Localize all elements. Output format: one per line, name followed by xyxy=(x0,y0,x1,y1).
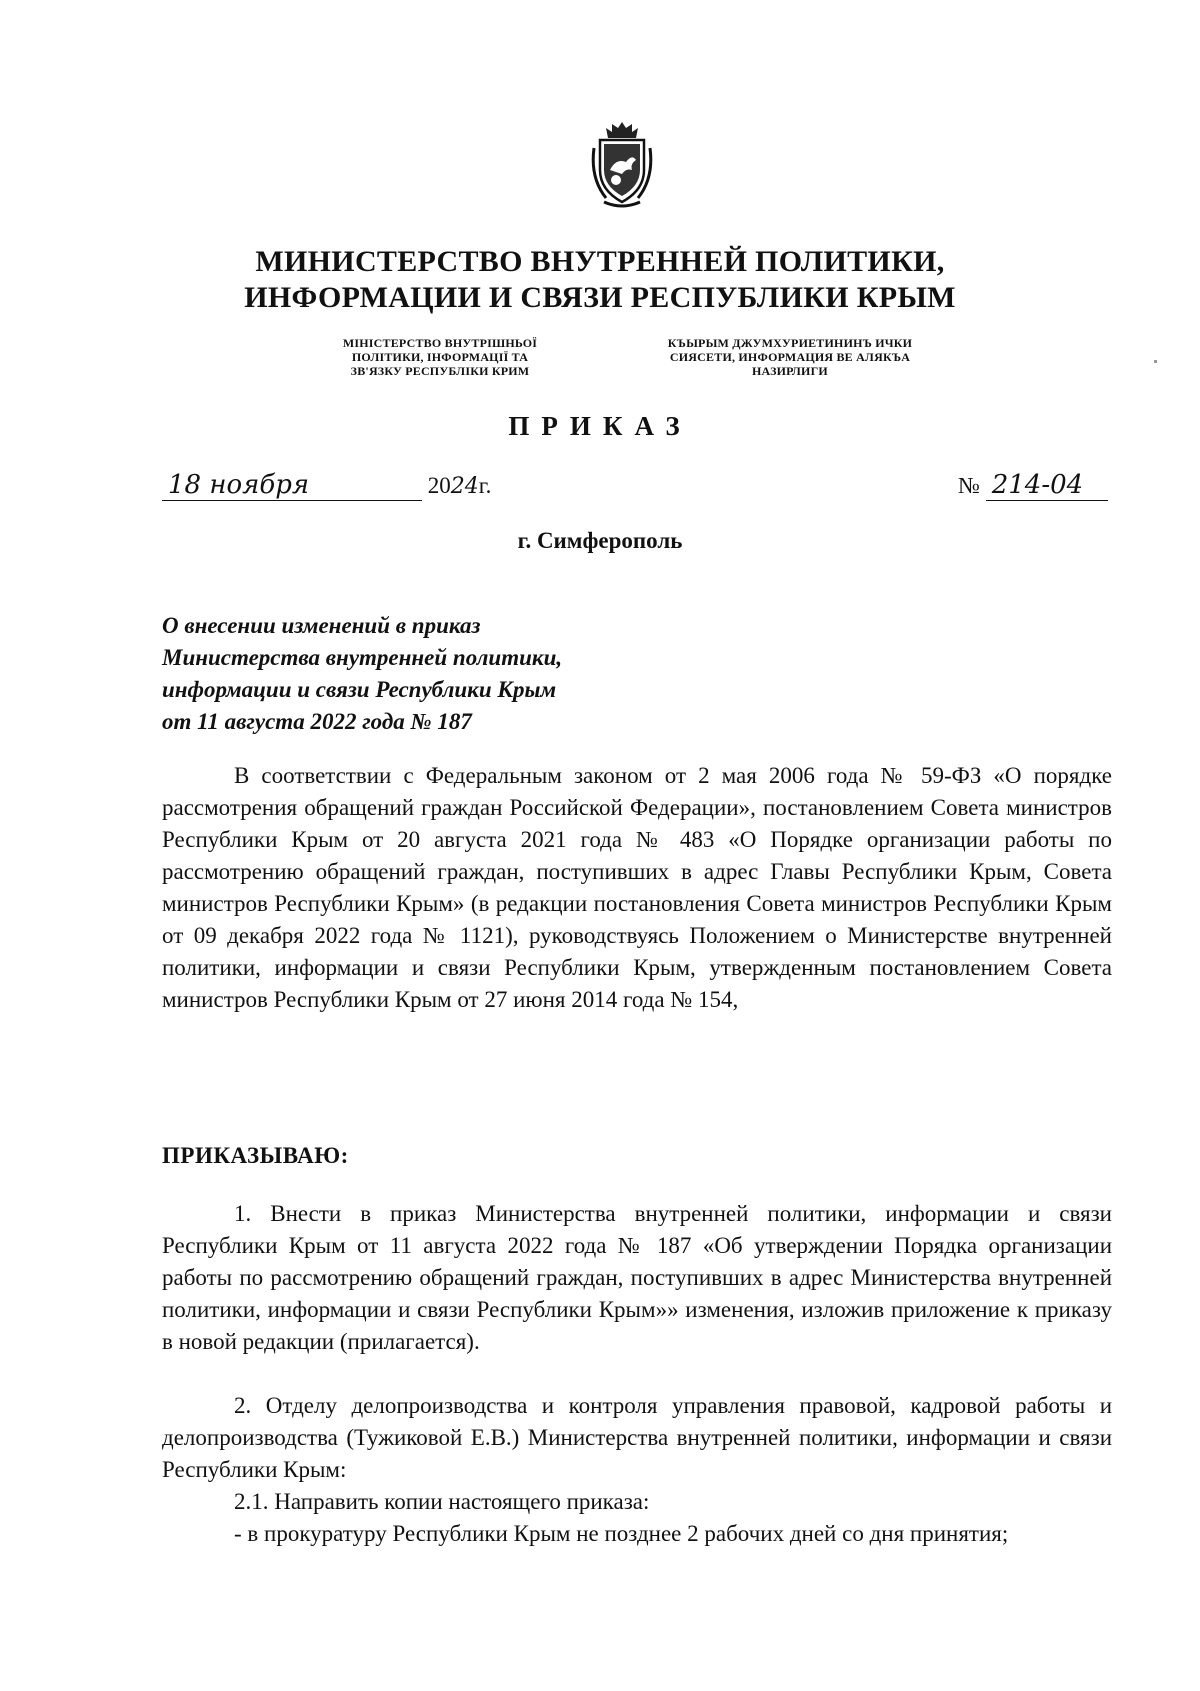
crimean-tatar-name-line2: СИЯСЕТИ, ИНФОРМАЦИЯ ВЕ АЛЯКЪА xyxy=(669,350,911,364)
item-2-1-paragraph: 2.1. Направить копии настоящего приказа: xyxy=(234,1489,650,1514)
year-suffix: г. xyxy=(478,473,492,498)
ukrainian-name-line3: ЗВ'ЯЗКУ РЕСПУБЛІКИ КРИМ xyxy=(350,364,530,378)
ministry-name-crimean-tatar xyxy=(640,336,940,378)
number-prefix: № xyxy=(958,473,980,498)
ministry-name-line1: МИНИСТЕРСТВО ВНУТРЕННЕЙ ПОЛИТИКИ, xyxy=(255,245,945,278)
handwritten-date: 18 ноября xyxy=(162,470,422,501)
preamble-paragraph: В соответствии с Федеральным законом от 2 мая 2006 года № 59-ФЗ «О порядке рассмотрения обращений граждан Российской Федерации», постановлением Совета министров Республики Крым от 20 августа 2021 года № 483 «О Порядке организации работы по рассмотрению обращений граждан, поступивших в адрес Главы Республики Крым, Совета министров Республики Крым» (в редакции постановления Совета министров Республики Крым от 09 декабря 2022 года № 1121), руководствуясь Положением о Министерстве внутренней политики, информации и связи Республики Крым, утвержденным постановлением Совета министров Республики Крым от 27 июня 2014 года № 154, xyxy=(162,763,1112,1012)
order-number xyxy=(958,470,1108,501)
item-2-paragraph: 2. Отделу делопроизводства и контроля управления правовой, кадровой работы и делопроизводства (Тужиковой Е.В.) Министерства внутренней политики, информации и связи Республики Крым: xyxy=(162,1393,1112,1482)
decree-heading: ПРИКАЗЫВАЮ: xyxy=(162,1143,349,1168)
ministry-name-ukrainian xyxy=(300,336,580,378)
subject-line1: О внесении изменений в приказ xyxy=(162,613,481,638)
crimea-coat-of-arms-icon xyxy=(586,118,658,210)
subject-line2: Министерства внутренней политики, xyxy=(162,645,563,670)
order-date xyxy=(162,470,491,502)
scan-speck xyxy=(1154,360,1157,363)
year-handwritten: 24 xyxy=(450,474,479,499)
ministry-name-line2: ИНФОРМАЦИИ И СВЯЗИ РЕСПУБЛИКИ КРЫМ xyxy=(244,281,956,314)
item-1-paragraph: 1. Внести в приказ Министерства внутренней политики, информации и связи Республики Крым от 11 августа 2022 года № 187 «Об утверждении Порядка организации работы по рассмотрению обращений граждан, поступивших в адрес Министерства внутренней политики, информации и связи Республики Крым»» изменения, изложив приложение к приказу в новой редакции (прилагается). xyxy=(162,1201,1112,1354)
subject-line3: информации и связи Республики Крым xyxy=(162,677,557,702)
ukrainian-name-line2: ПОЛІТИКИ, ІНФОРМАЦІЇ ТА xyxy=(351,350,529,364)
crimean-tatar-name-line1: КЪЫРЫМ ДЖУМХУРИЕТИНИНЪ ИЧКИ xyxy=(667,336,913,350)
ministry-name xyxy=(0,244,1200,316)
subject-line4: от 11 августа 2022 года № 187 xyxy=(162,709,472,734)
handwritten-number: 214-04 xyxy=(986,470,1108,501)
item-2-1-a-paragraph: - в прокуратуру Республики Крым не позднее 2 рабочих дней со дня принятия; xyxy=(234,1521,1009,1546)
year-printed: 20 xyxy=(427,473,451,498)
crimean-tatar-name-line3: НАЗИРЛИГИ xyxy=(752,364,828,378)
order-title: ПРИКАЗ xyxy=(508,411,692,441)
city: г. Симферополь xyxy=(517,528,683,553)
order-subject xyxy=(162,610,722,738)
ukrainian-name-line1: МІНІСТЕРСТВО ВНУТРІШНЬОЇ xyxy=(342,336,538,350)
